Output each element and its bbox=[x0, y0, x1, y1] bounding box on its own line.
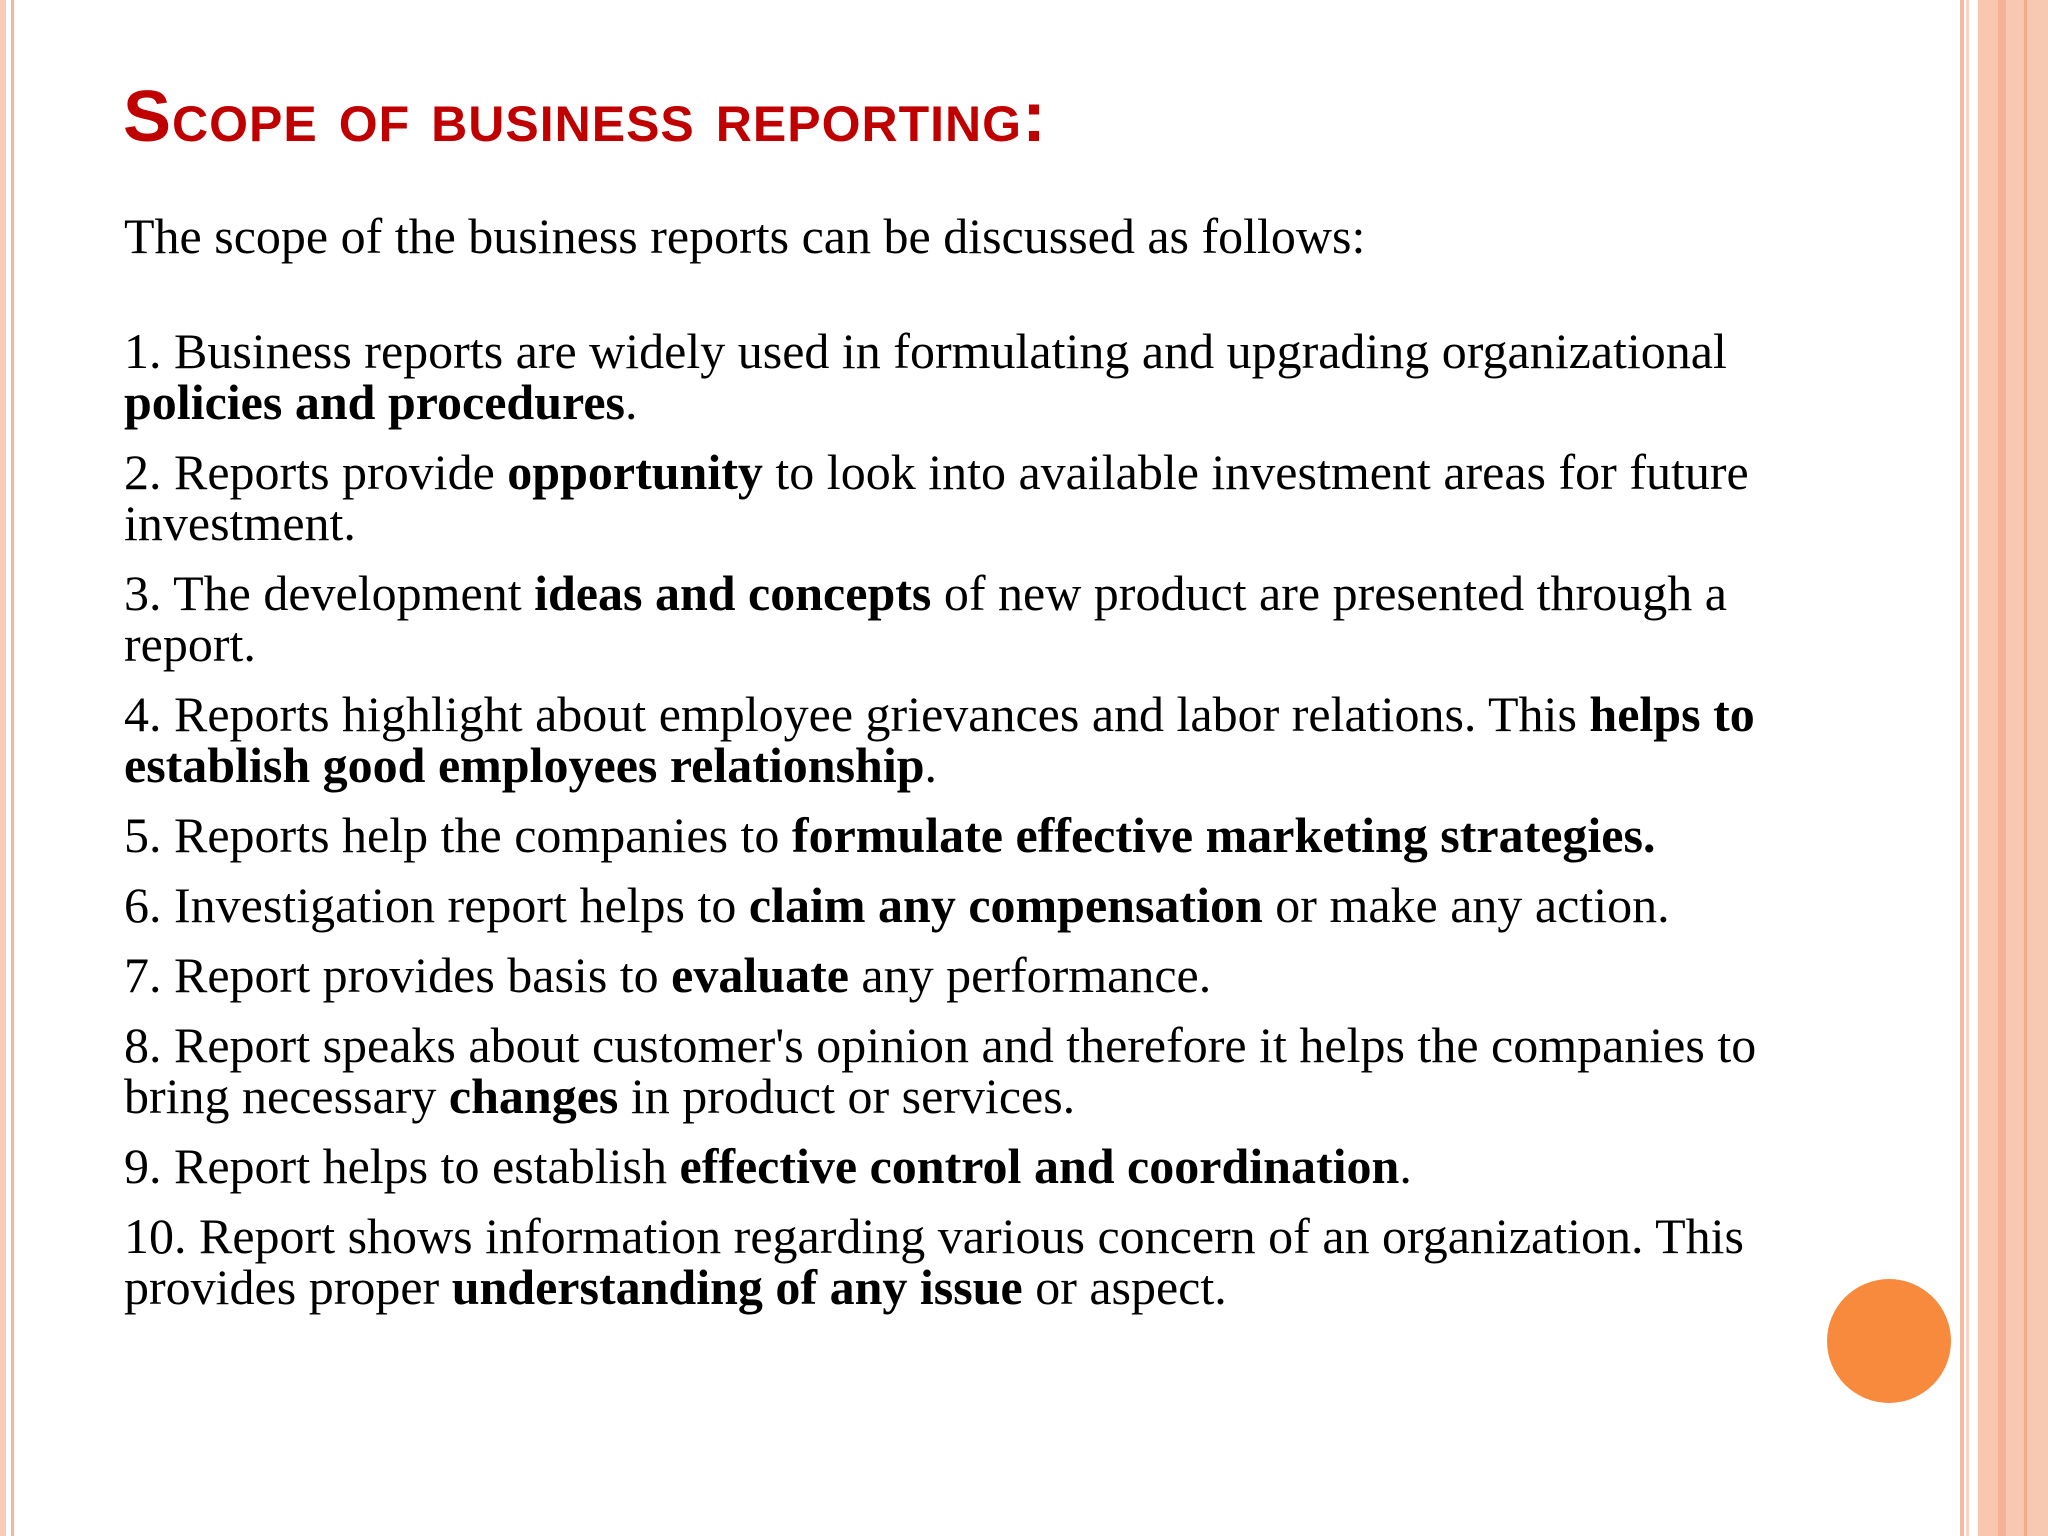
item-text: 3. The development bbox=[124, 565, 535, 621]
item-text-end: any performance. bbox=[848, 947, 1212, 1003]
list-item bbox=[124, 1017, 1824, 1124]
item-bold-text: claim any compensation bbox=[748, 877, 1263, 933]
item-text-end: or aspect. bbox=[1022, 1259, 1227, 1315]
item-text-end: or make any action. bbox=[1262, 877, 1670, 933]
list-item bbox=[124, 444, 1824, 551]
list-item bbox=[124, 807, 1824, 863]
item-bold-text: evaluate bbox=[671, 947, 849, 1003]
list-item bbox=[124, 1138, 1824, 1194]
item-text-end: to look into available investment areas for future investment. bbox=[124, 444, 1749, 551]
list-item bbox=[124, 877, 1824, 933]
slide-body bbox=[124, 206, 1824, 1332]
item-bold-text: policies and procedures bbox=[124, 374, 625, 430]
scope-list bbox=[124, 323, 1824, 1315]
item-text: 1. Business reports are widely used in formulating and upgrading organizational bbox=[124, 323, 1727, 379]
item-bold-text: understanding of any issue bbox=[451, 1259, 1023, 1315]
list-item bbox=[124, 686, 1824, 793]
item-text-end: in product or services. bbox=[618, 1068, 1076, 1124]
intro-text: The scope of the business reports can be discussed as follows: bbox=[124, 208, 1366, 264]
right-border-stripe bbox=[1998, 0, 2006, 1536]
item-text-end: of new product are presented through a report. bbox=[124, 565, 1727, 672]
item-text: 10. Report shows information regarding various concern of an organization. This provides proper bbox=[124, 1208, 1744, 1315]
list-item bbox=[124, 565, 1824, 672]
item-bold-text: helps to establish good employees relationship bbox=[124, 686, 1755, 793]
item-text-end: . bbox=[624, 374, 638, 430]
item-bold-text: formulate effective marketing strategies. bbox=[791, 807, 1656, 863]
item-text: 8. Report speaks about customer's opinion and therefore it helps the companies to bring necessary bbox=[124, 1017, 1757, 1124]
left-border-stripe bbox=[0, 0, 6, 1536]
right-border-stripe bbox=[2024, 0, 2027, 1536]
right-border-stripe bbox=[1966, 0, 1969, 1536]
item-text: 4. Reports highlight about employee grievances and labor relations. This bbox=[124, 686, 1590, 742]
item-bold-text: changes bbox=[448, 1068, 619, 1124]
item-text: 2. Reports provide bbox=[124, 444, 508, 500]
item-text: 5. Reports help the companies to bbox=[124, 807, 792, 863]
item-bold-text: effective control and coordination bbox=[679, 1138, 1400, 1194]
item-text: 9. Report helps to establish bbox=[124, 1138, 680, 1194]
item-text-end: . bbox=[924, 737, 938, 793]
right-border-stripe bbox=[2006, 0, 2048, 1536]
item-text: 7. Report provides basis to bbox=[124, 947, 672, 1003]
slide-title: Scope of business reporting: bbox=[123, 77, 1048, 157]
item-bold-text: opportunity bbox=[507, 444, 763, 500]
item-text: 6. Investigation report helps to bbox=[124, 877, 749, 933]
right-border-stripe bbox=[1960, 0, 1964, 1536]
decorative-circle bbox=[1827, 1279, 1951, 1403]
item-text-end: . bbox=[1399, 1138, 1412, 1194]
list-item bbox=[124, 947, 1824, 1003]
left-border-stripe-inner bbox=[11, 0, 14, 1536]
list-item bbox=[124, 1208, 1824, 1315]
right-border-stripe bbox=[1978, 0, 1998, 1536]
item-bold-text: ideas and concepts bbox=[534, 565, 932, 621]
list-item bbox=[124, 323, 1824, 430]
